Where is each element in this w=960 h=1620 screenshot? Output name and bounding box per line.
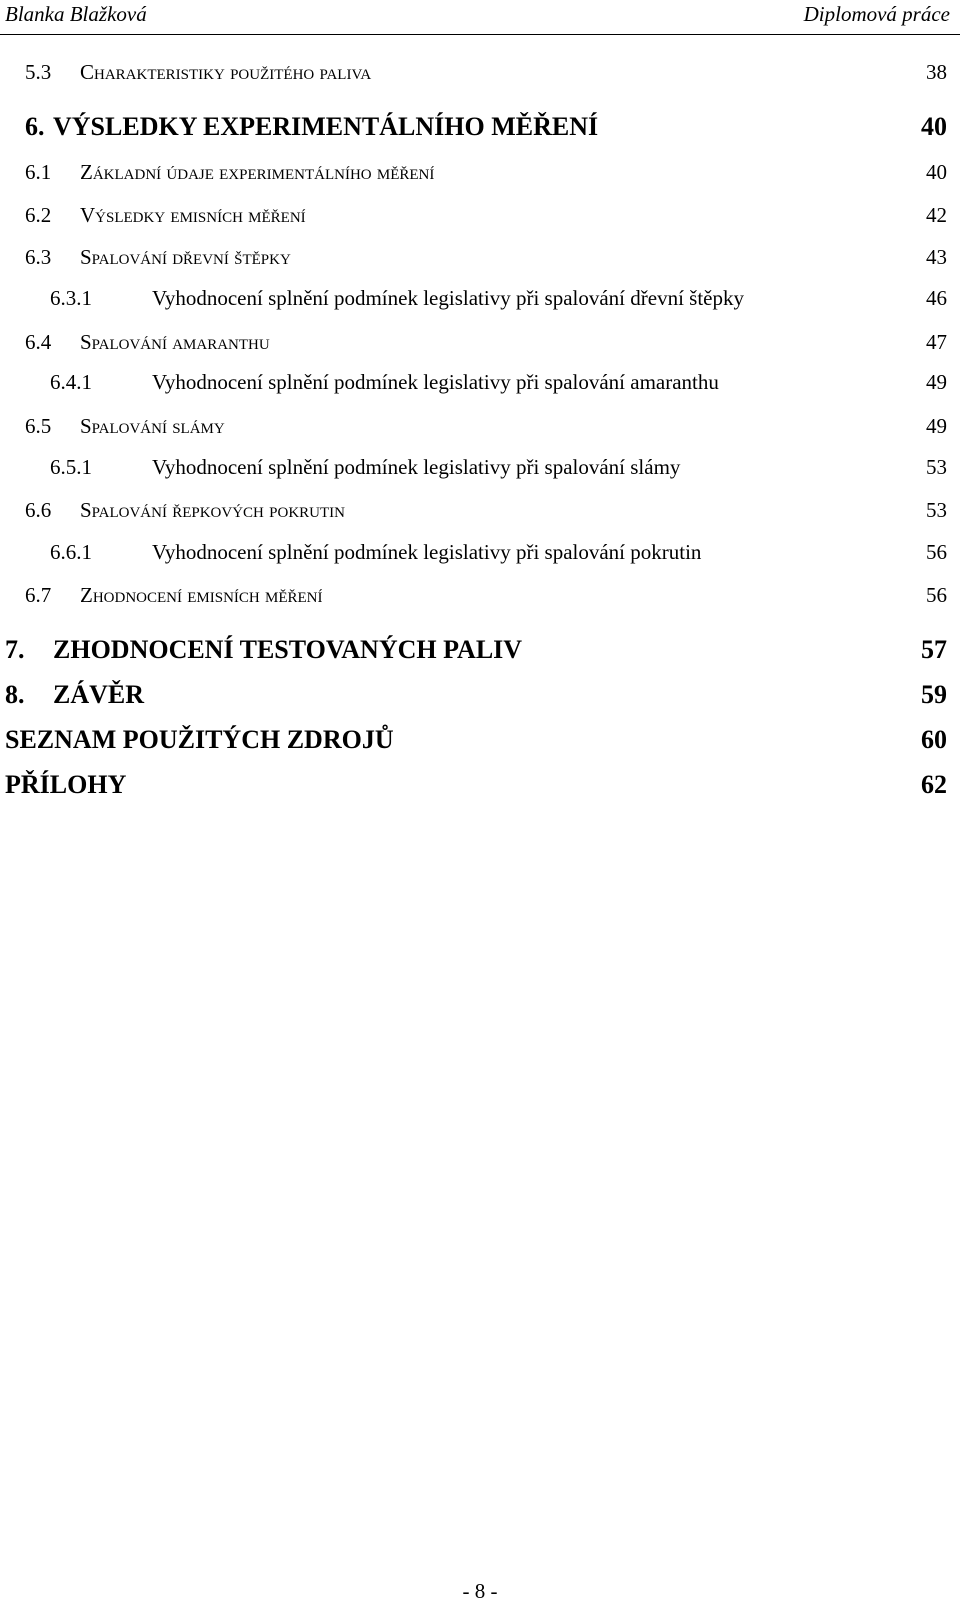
toc-title: Výsledky emisních měření bbox=[80, 203, 306, 227]
header-author: Blanka Blažková bbox=[5, 2, 147, 26]
toc-title: SEZNAM POUŽITÝCH ZDROJŮ bbox=[5, 725, 394, 754]
toc-title: ZÁVĚR bbox=[53, 680, 145, 709]
toc-page: 40 bbox=[926, 160, 947, 184]
toc-number: 7. bbox=[5, 635, 25, 664]
toc-title: PŘÍLOHY bbox=[5, 770, 127, 799]
toc-title: VÝSLEDKY EXPERIMENTÁLNÍHO MĚŘENÍ bbox=[53, 112, 599, 141]
toc-page: 62 bbox=[921, 770, 947, 799]
toc-number: 6.3 bbox=[25, 245, 52, 269]
toc-page: 53 bbox=[926, 498, 947, 522]
toc-title: Vyhodnocení splnění podmínek legislativy při spalování pokrutin bbox=[152, 540, 702, 564]
toc-number: 6.5 bbox=[25, 414, 52, 438]
page-number: - 8 - bbox=[462, 1579, 498, 1603]
toc-title: Zhodnocení emisních měření bbox=[80, 583, 323, 607]
toc-number: 8. bbox=[5, 680, 25, 709]
toc-number: 6.4 bbox=[25, 330, 52, 354]
toc-number: 6.4.1 bbox=[50, 370, 92, 394]
toc-page: 49 bbox=[926, 370, 947, 394]
toc-page: 59 bbox=[921, 680, 947, 709]
toc-number: 6.6 bbox=[25, 498, 52, 522]
header-document-type: Diplomová práce bbox=[803, 2, 950, 26]
toc-number: 6.2 bbox=[25, 203, 52, 227]
toc-page: 56 bbox=[926, 583, 947, 607]
toc-title: Spalování dřevní štěpky bbox=[80, 245, 291, 269]
toc-page: 53 bbox=[926, 455, 947, 479]
toc-page: 42 bbox=[926, 203, 947, 227]
toc-number: 6.7 bbox=[25, 583, 52, 607]
toc-page: 47 bbox=[926, 330, 947, 354]
toc-title: Vyhodnocení splnění podmínek legislativy při spalování amaranthu bbox=[152, 370, 719, 394]
toc-number: 6. bbox=[25, 112, 45, 141]
toc-number: 6.5.1 bbox=[50, 455, 92, 479]
toc-page: 60 bbox=[921, 725, 947, 754]
toc-title: Spalování amaranthu bbox=[80, 330, 270, 354]
toc-title: Vyhodnocení splnění podmínek legislativy při spalování dřevní štěpky bbox=[152, 286, 744, 310]
toc-title: Spalování slámy bbox=[80, 414, 225, 438]
toc-page: 46 bbox=[926, 286, 947, 310]
toc-number: 6.6.1 bbox=[50, 540, 92, 564]
toc-title: ZHODNOCENÍ TESTOVANÝCH PALIV bbox=[53, 635, 523, 664]
toc-title: Základní údaje experimentálního měření bbox=[80, 160, 435, 184]
toc-number: 5.3 bbox=[25, 60, 52, 84]
toc-page: 40 bbox=[921, 112, 947, 141]
toc-number: 6.1 bbox=[25, 160, 52, 184]
toc-page: 38 bbox=[926, 60, 947, 84]
toc-number: 6.3.1 bbox=[50, 286, 92, 310]
toc-page: 57 bbox=[921, 635, 947, 664]
toc-title: Charakteristiky použitého paliva bbox=[80, 60, 372, 84]
toc-page: 49 bbox=[926, 414, 947, 438]
toc-page: 43 bbox=[926, 245, 947, 269]
toc-page: 56 bbox=[926, 540, 947, 564]
toc-title: Spalování řepkových pokrutin bbox=[80, 498, 345, 522]
page-header bbox=[0, 0, 960, 35]
toc-title: Vyhodnocení splnění podmínek legislativy při spalování slámy bbox=[152, 455, 681, 479]
